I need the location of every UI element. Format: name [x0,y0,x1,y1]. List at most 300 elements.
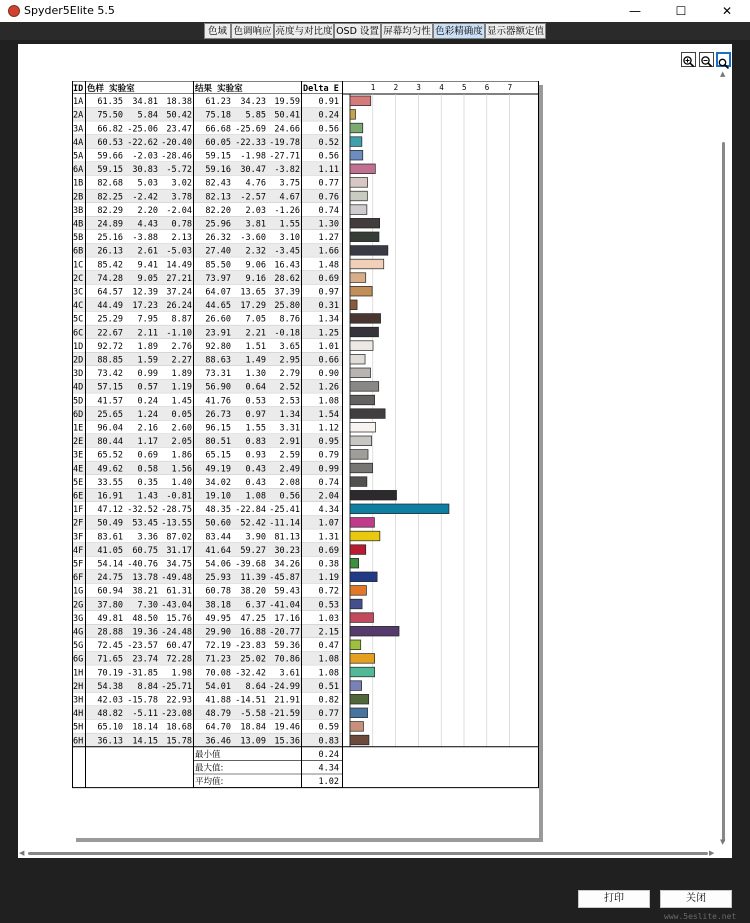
cell-sample-lab: 9.05 [137,273,158,284]
cell-result-lab: 8.64 [245,681,266,692]
cell-result-lab: 34.23 [240,97,266,108]
cell-delta-e: 4.34 [318,505,339,516]
cell-result-lab: 1.30 [245,369,266,380]
cell-sample-lab: 13.78 [132,573,158,584]
cell-id: 3G [73,613,84,624]
cell-sample-lab: 49.62 [97,464,123,475]
cell-delta-e: 1.08 [318,668,339,679]
cell-sample-lab: -2.04 [166,205,192,216]
cell-sample-lab: 22.67 [97,328,123,339]
cell-sample-lab: 96.04 [97,423,123,434]
scroll-left-icon[interactable]: ◀ [19,849,25,857]
cell-id: 4E [73,464,84,475]
cell-id: 3E [73,450,84,461]
cell-delta-e: 1.03 [318,613,339,624]
cell-id: 2D [73,355,84,366]
cell-sample-lab: -43.04 [161,600,192,611]
cell-result-lab: 70.08 [205,668,231,679]
scroll-down-icon[interactable]: ▼ [720,838,726,846]
cell-id: 4B [73,219,84,230]
cell-result-lab: 0.93 [245,450,266,461]
cell-sample-lab: 2.13 [171,233,192,244]
cell-result-lab: 49.95 [205,613,231,624]
cell-result-lab: 4.76 [245,178,266,189]
cell-sample-lab: 54.14 [97,559,123,570]
cell-sample-lab: 18.14 [132,722,158,733]
cell-sample-lab: 49.81 [97,613,123,624]
cell-result-lab: -0.18 [274,328,300,339]
cell-id: 5E [73,477,84,488]
cell-result-lab: 3.81 [245,219,266,230]
cell-sample-lab: -23.08 [161,709,192,720]
cell-sample-lab: 3.36 [137,532,158,543]
cell-result-lab: 73.97 [205,273,231,284]
cell-id: 6C [73,328,84,339]
cell-result-lab: 82.20 [205,205,231,216]
scale-tick-3: 3 [416,83,421,92]
cell-delta-e: 0.56 [318,124,339,135]
cell-result-lab: -22.84 [235,505,266,516]
cell-sample-lab: 83.61 [97,532,123,543]
scroll-up-icon[interactable]: ▲ [720,70,726,78]
horizontal-scroll-thumb[interactable] [28,852,708,855]
delta-e-bar [350,450,368,460]
delta-e-bar [350,545,366,555]
cell-result-lab: 92.80 [205,341,231,352]
cell-result-lab: 25.93 [205,573,231,584]
cell-sample-lab: 60.53 [97,137,123,148]
cell-sample-lab: -28.75 [161,505,192,516]
cell-sample-lab: 24.75 [97,573,123,584]
cell-result-lab: 21.91 [274,695,300,706]
cell-result-lab: 0.97 [245,409,266,420]
cell-result-lab: 60.05 [205,137,231,148]
tab-display-rating[interactable]: 显示器额定值 [485,23,546,39]
cell-sample-lab: 65.10 [97,722,123,733]
cell-sample-lab: 48.82 [97,709,123,720]
cell-sample-lab: 36.13 [97,736,123,747]
cell-result-lab: 38.20 [240,586,266,597]
cell-result-lab: 2.91 [279,437,300,448]
cell-id: 1D [73,341,84,352]
delta-e-bar [350,708,368,718]
cell-sample-lab: -20.40 [161,137,192,148]
cell-sample-lab: -5.03 [166,246,192,257]
delta-e-bar [350,599,362,609]
cell-delta-e: 1.26 [318,382,339,393]
cell-sample-lab: 82.29 [97,205,123,216]
cell-result-lab: 26.73 [205,409,231,420]
cell-result-lab: 44.65 [205,301,231,312]
cell-sample-lab: 65.52 [97,450,123,461]
cell-id: 1G [73,586,84,597]
cell-result-lab: 17.29 [240,301,266,312]
cell-sample-lab: 37.80 [97,600,123,611]
cell-id: 2A [73,110,84,121]
cell-result-lab: 66.68 [205,124,231,135]
cell-result-lab: 2.49 [279,464,300,475]
cell-sample-lab: 14.49 [166,260,192,271]
cell-result-lab: 1.55 [245,423,266,434]
cell-id: 3H [73,695,84,706]
cell-sample-lab: 25.16 [97,233,123,244]
cell-sample-lab: 73.42 [97,369,123,380]
cell-result-lab: -41.04 [269,600,300,611]
cell-id: 5H [73,722,84,733]
cell-sample-lab: 1.17 [137,437,158,448]
cell-sample-lab: 48.50 [132,613,158,624]
cell-sample-lab: 1.89 [137,341,158,352]
cell-sample-lab: -5.11 [132,709,158,720]
cell-result-lab: 9.16 [245,273,266,284]
cell-result-lab: 2.08 [279,477,300,488]
cell-result-lab: 34.02 [205,477,231,488]
cell-delta-e: 0.74 [318,477,339,488]
summary-label: 平均值: [195,777,224,788]
cell-sample-lab: 87.02 [166,532,192,543]
cell-result-lab: 25.96 [205,219,231,230]
cell-delta-e: 0.72 [318,586,339,597]
cell-result-lab: 3.10 [279,233,300,244]
cell-sample-lab: 60.94 [97,586,123,597]
cell-sample-lab: -23.57 [127,641,158,652]
cell-result-lab: 11.39 [240,573,266,584]
cell-sample-lab: 37.24 [166,287,192,298]
cell-id: 5D [73,396,84,407]
cell-id: 4H [73,709,84,720]
cell-result-lab: -3.60 [240,233,266,244]
cell-result-lab: 34.26 [274,559,300,570]
cell-id: 6A [73,165,84,176]
cell-result-lab: 64.07 [205,287,231,298]
cell-delta-e: 1.30 [318,219,339,230]
cell-sample-lab: -25.06 [127,124,158,135]
cell-id: 4C [73,301,84,312]
close-window-button[interactable]: ✕ [721,4,733,18]
cell-sample-lab: 92.72 [97,341,123,352]
tab-bar [0,22,750,40]
cell-delta-e: 0.52 [318,137,339,148]
print-button[interactable]: 打印 [578,890,650,908]
cell-result-lab: 1.51 [245,341,266,352]
vertical-scroll-thumb[interactable] [722,142,725,842]
cell-sample-lab: -2.42 [132,192,158,203]
cell-sample-lab: 66.82 [97,124,123,135]
cell-sample-lab: 28.88 [97,627,123,638]
cell-delta-e: 0.82 [318,695,339,706]
cell-sample-lab: -32.52 [127,505,158,516]
delta-e-bar [350,150,363,160]
delta-e-bar [350,300,357,310]
cell-sample-lab: 26.13 [97,246,123,257]
cell-sample-lab: -49.48 [161,573,192,584]
cell-sample-lab: 23.47 [166,124,192,135]
cell-id: 3B [73,205,84,216]
cell-result-lab: 27.40 [205,246,231,257]
cell-result-lab: -20.77 [269,627,300,638]
cell-result-lab: -23.83 [235,641,266,652]
cell-result-lab: -2.57 [240,192,266,203]
cell-id: 1C [73,260,84,271]
zoom-out-button[interactable] [699,52,714,67]
cell-result-lab: 81.13 [274,532,300,543]
cell-delta-e: 0.51 [318,681,339,692]
cell-sample-lab: 17.23 [132,301,158,312]
cell-result-lab: 50.41 [274,110,300,121]
cell-result-lab: 9.06 [245,260,266,271]
cell-sample-lab: 2.05 [171,437,192,448]
cell-delta-e: 1.12 [318,423,339,434]
cell-result-lab: 1.08 [245,491,266,502]
cell-sample-lab: -40.76 [127,559,158,570]
cell-result-lab: -22.33 [235,137,266,148]
cell-delta-e: 0.77 [318,178,339,189]
cell-id: 2H [73,681,84,692]
cell-result-lab: 1.55 [279,219,300,230]
cell-sample-lab: 8.87 [171,314,192,325]
maximize-button[interactable]: ☐ [675,4,687,18]
cell-id: 1F [73,505,84,516]
cell-delta-e: 1.11 [318,165,339,176]
cell-id: 1A [73,97,84,108]
delta-e-bar [350,395,375,405]
scale-tick-5: 5 [462,83,467,92]
cell-delta-e: 0.77 [318,709,339,720]
cell-sample-lab: 23.74 [132,654,158,665]
cell-sample-lab: 3.02 [171,178,192,189]
cell-result-lab: 73.31 [205,369,231,380]
cell-id: 6F [73,573,84,584]
cell-delta-e: 2.15 [318,627,339,638]
cell-sample-lab: 82.68 [97,178,123,189]
cell-id: 6G [73,654,84,665]
delta-e-bar [350,96,371,106]
delta-e-bar [350,654,375,664]
zoom-out-icon [700,55,713,68]
cell-result-lab: -45.87 [269,573,300,584]
cell-result-lab: 54.01 [205,681,231,692]
delta-e-bar [350,178,368,188]
cell-sample-lab: 38.21 [132,586,158,597]
scroll-right-icon[interactable]: ▶ [709,849,715,857]
cell-result-lab: 19.59 [274,97,300,108]
cell-delta-e: 0.66 [318,355,339,366]
cell-delta-e: 0.56 [318,151,339,162]
cell-result-lab: -5.58 [240,709,266,720]
delta-e-bar [350,205,367,215]
cell-id: 1E [73,423,84,434]
cell-delta-e: 0.31 [318,301,339,312]
cell-sample-lab: 26.24 [166,301,192,312]
cell-result-lab: 2.95 [279,355,300,366]
cell-result-lab: 1.49 [245,355,266,366]
cell-result-lab: 2.53 [279,396,300,407]
cell-result-lab: 26.32 [205,233,231,244]
cell-sample-lab: 47.12 [97,505,123,516]
cell-result-lab: 96.15 [205,423,231,434]
cell-result-lab: 48.79 [205,709,231,720]
cell-result-lab: 7.05 [245,314,266,325]
cell-id: 6E [73,491,84,502]
cell-delta-e: 0.76 [318,192,339,203]
delta-e-bar [350,558,359,568]
cell-sample-lab: 0.57 [137,382,158,393]
cell-sample-lab: 2.60 [171,423,192,434]
delta-e-bar [350,436,372,446]
cell-sample-lab: 7.30 [137,600,158,611]
cell-id: 6H [73,736,84,747]
cell-result-lab: -14.51 [235,695,266,706]
zoom-in-icon [682,55,695,68]
tab-screen-uniformity[interactable]: 屏幕均匀性 [381,23,433,39]
cell-delta-e: 0.97 [318,287,339,298]
cell-sample-lab: 15.76 [166,613,192,624]
cell-result-lab: -3.82 [274,165,300,176]
delta-e-bar [350,327,379,337]
tab-color-accuracy[interactable]: 色彩精确度 [433,23,485,39]
cell-sample-lab: -13.55 [161,518,192,529]
delta-e-bar [350,572,377,582]
cell-sample-lab: 2.27 [171,355,192,366]
cell-result-lab: 59.27 [240,545,266,556]
scale-tick-2: 2 [393,83,399,92]
cell-result-lab: 30.47 [240,165,266,176]
delta-e-bar [350,409,385,419]
cell-result-lab: 4.67 [279,192,300,203]
header-result: 结果 实验室 [195,84,243,94]
cell-result-lab: 2.59 [279,450,300,461]
cell-result-lab: 54.06 [205,559,231,570]
zoom-fit-button[interactable] [716,52,731,67]
cell-delta-e: 1.07 [318,518,339,529]
cell-id: 6D [73,409,84,420]
zoom-fit-icon [718,58,729,69]
tab-gamut[interactable]: 色域 [204,23,231,39]
cell-result-lab: 19.10 [205,491,231,502]
cell-sample-lab: 16.91 [97,491,123,502]
cell-result-lab: 88.63 [205,355,231,366]
cell-sample-lab: -31.85 [127,668,158,679]
cell-result-lab: 50.60 [205,518,231,529]
cell-result-lab: 59.15 [205,151,231,162]
cell-sample-lab: 2.20 [137,205,158,216]
app-logo-icon [8,5,20,17]
cell-result-lab: -1.98 [240,151,266,162]
vertical-scrollbar[interactable] [718,70,730,848]
summary-label: 最小值 [195,749,221,760]
tab-tone-response[interactable]: 色调响应 [231,23,274,39]
cell-sample-lab: 5.84 [137,110,158,121]
cell-result-lab: 41.64 [205,545,231,556]
cell-result-lab: 24.66 [274,124,300,135]
cell-result-lab: 2.21 [245,328,266,339]
cell-sample-lab: 1.98 [171,668,192,679]
delta-e-bar [350,123,363,133]
cell-delta-e: 0.91 [318,97,339,108]
cell-delta-e: 0.90 [318,369,339,380]
cell-delta-e: 1.66 [318,246,339,257]
cell-sample-lab: 59.66 [97,151,123,162]
cell-result-lab: 75.18 [205,110,231,121]
minimize-button[interactable]: — [629,4,641,18]
delta-e-bar [350,110,355,120]
horizontal-scrollbar[interactable] [18,848,718,858]
cell-id: 5A [73,151,84,162]
cell-sample-lab: 34.81 [132,97,158,108]
cell-sample-lab: 27.21 [166,273,192,284]
cell-delta-e: 1.31 [318,532,339,543]
cell-id: 4F [73,545,84,556]
cell-id: 6B [73,246,84,257]
title-bar [0,0,750,22]
cell-result-lab: 2.79 [279,369,300,380]
cell-sample-lab: 22.93 [166,695,192,706]
watermark: www.5eslite.net [664,912,737,921]
cell-sample-lab: 19.36 [132,627,158,638]
tab-osd-settings[interactable]: OSD 设置 [334,23,381,39]
cell-sample-lab: 0.78 [171,219,192,230]
cell-result-lab: 70.86 [274,654,300,665]
delta-e-bar [350,626,399,636]
cell-sample-lab: 1.56 [171,464,192,475]
delta-e-bar [350,722,363,732]
cell-delta-e: 1.08 [318,654,339,665]
cell-result-lab: 3.31 [279,423,300,434]
cell-sample-lab: 88.85 [97,355,123,366]
cell-id: 2F [73,518,84,529]
cell-result-lab: 16.88 [240,627,266,638]
tab-brightness-contrast[interactable]: 亮度与对比度 [274,23,334,39]
window-title: Spyder5Elite 5.5 [24,4,115,17]
delta-e-bar [350,191,367,201]
cell-sample-lab: 53.45 [132,518,158,529]
header-delta: Delta E [303,84,339,94]
delta-e-bar [350,518,374,528]
cell-result-lab: 30.23 [274,545,300,556]
cell-sample-lab: 41.57 [97,396,123,407]
cell-delta-e: 1.27 [318,233,339,244]
delta-e-bar [350,422,376,432]
cell-result-lab: -27.71 [269,151,300,162]
cell-id: 2B [73,192,84,203]
cell-sample-lab: 60.47 [166,641,192,652]
cell-delta-e: 0.69 [318,545,339,556]
cell-sample-lab: 4.43 [137,219,158,230]
cell-result-lab: 64.70 [205,722,231,733]
zoom-in-button[interactable] [681,52,696,67]
cell-sample-lab: 42.03 [97,695,123,706]
delta-e-bar [350,531,380,541]
cell-id: 3C [73,287,84,298]
header-id: ID [73,84,84,94]
cell-result-lab: 0.43 [245,477,266,488]
cell-id: 5B [73,233,84,244]
cell-delta-e: 0.95 [318,437,339,448]
cell-sample-lab: -25.71 [161,681,192,692]
cell-delta-e: 0.99 [318,464,339,475]
cell-delta-e: 0.69 [318,273,339,284]
cell-sample-lab: 1.24 [137,409,158,420]
delta-e-bar [350,694,369,704]
cell-result-lab: 41.88 [205,695,231,706]
cell-sample-lab: 59.15 [97,165,123,176]
header-sample: 色样 实验室 [87,84,135,94]
cell-result-lab: 19.46 [274,722,300,733]
cell-sample-lab: 33.55 [97,477,123,488]
close-button[interactable]: 关闭 [660,890,732,908]
cell-result-lab: -1.26 [274,205,300,216]
cell-result-lab: -25.41 [269,505,300,516]
